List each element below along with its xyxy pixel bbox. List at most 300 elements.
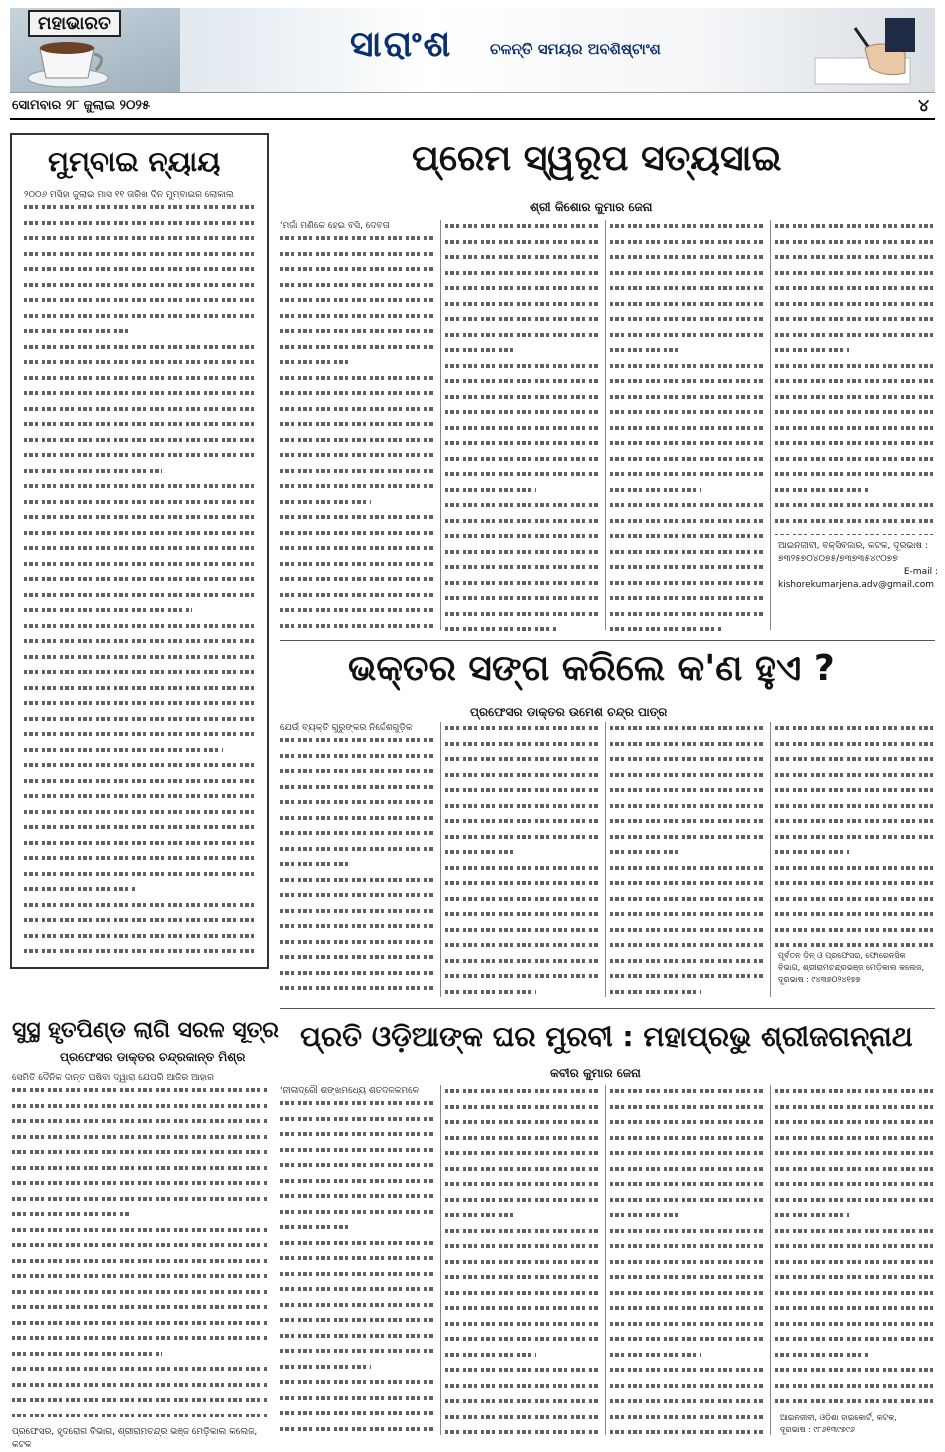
text-line: [280, 515, 435, 527]
text-line: [12, 1119, 267, 1131]
text-line: [775, 1105, 935, 1117]
text-line: [280, 1163, 435, 1175]
text-line: [280, 769, 435, 781]
text-line: [775, 742, 935, 754]
text-line: [12, 1181, 267, 1193]
text-line: [445, 881, 600, 893]
text-line: [610, 1167, 765, 1179]
text-line: [445, 302, 600, 314]
text-line: [445, 850, 516, 862]
text-line: [775, 410, 935, 422]
jagannath-signature: [780, 1412, 940, 1436]
sathya-column-2: [445, 220, 600, 632]
text-line: [610, 519, 765, 531]
text-line: [24, 453, 258, 465]
text-line: [775, 317, 935, 329]
jagannath-column-1: [280, 1085, 435, 1437]
text-line: [445, 804, 600, 816]
text-line: [24, 763, 258, 775]
text-line: [24, 903, 258, 915]
text-line: [445, 550, 600, 562]
bhakta-column-3: [610, 722, 765, 1000]
text-line: [610, 302, 765, 314]
text-line: [775, 726, 935, 738]
text-lines: [775, 1089, 935, 1403]
text-line: [12, 1212, 129, 1224]
text-line: [775, 912, 935, 924]
text-line: [610, 819, 765, 831]
text-line: [445, 441, 600, 453]
text-line: [280, 624, 435, 633]
text-line: [610, 866, 765, 878]
text-line: [24, 221, 258, 233]
sathya-column-1: [280, 220, 435, 632]
text-line: [445, 974, 600, 986]
text-line: [24, 717, 258, 729]
text-line: [445, 897, 600, 909]
text-line: [24, 500, 258, 512]
text-line: [280, 1148, 435, 1160]
text-line: [775, 1182, 935, 1194]
text-line: [610, 1213, 681, 1225]
dateline: [10, 96, 935, 120]
text-line: [445, 1182, 600, 1194]
text-line: [24, 655, 258, 667]
text-line: [280, 546, 435, 558]
text-line: [24, 562, 258, 574]
bhakta-signature-phone: ଦୂରଭାଷ : ୯୪୩୭୦୨୪୧୭୭: [778, 975, 861, 984]
text-lines: [280, 1101, 435, 1437]
text-line: [775, 1260, 935, 1272]
text-line: [775, 1198, 935, 1210]
text-line: [775, 866, 935, 878]
text-line: [775, 943, 935, 947]
text-line: [12, 1383, 267, 1395]
section-divider: [280, 1008, 935, 1009]
text-line: [445, 519, 600, 531]
text-line: [24, 918, 258, 930]
text-line: [280, 438, 435, 450]
heart-article-title: ସୁସ୍ଥ ହୃତପିଣ୍ଡ ଲାଗି ସରଳ ସୂତ୍ର: [12, 1018, 279, 1043]
text-line: [445, 457, 600, 469]
text-line: [445, 726, 600, 738]
text-line: [24, 686, 258, 698]
text-line: [775, 472, 935, 484]
text-line: [280, 971, 435, 983]
section-title: ସାରାଂଶ: [350, 24, 453, 65]
text-line: [12, 1274, 267, 1286]
text-line: [775, 897, 935, 909]
text-lines: [12, 1088, 267, 1417]
heart-article-body: [12, 1072, 267, 1417]
text-line: [610, 928, 765, 940]
text-line: [610, 1353, 701, 1365]
text-line: [24, 267, 258, 279]
text-line: [775, 534, 935, 535]
text-line: [280, 1411, 435, 1423]
text-line: [610, 1120, 765, 1132]
text-line: [24, 856, 258, 868]
text-line: [280, 955, 435, 967]
text-line: [280, 1396, 435, 1408]
text-line: [775, 426, 935, 438]
text-line: [775, 1136, 935, 1148]
text-line: [775, 302, 935, 314]
text-lines: [445, 224, 600, 632]
text-line: [280, 469, 435, 481]
text-line: [24, 949, 258, 959]
text-line: [12, 1290, 267, 1302]
text-line: [280, 360, 351, 372]
article-lead-line: ସେମିତି ଦୈନିକ ଦାନ୍ତ ଘଷିବା ଦ୍ୱାରା ଯେପରି ଆଜିର ଆହାର: [12, 1073, 214, 1083]
text-line: [280, 236, 435, 248]
text-line: [610, 1399, 765, 1411]
text-line: [610, 959, 765, 971]
text-line: [775, 1384, 935, 1396]
text-line: [775, 1120, 935, 1132]
text-line: [445, 1291, 600, 1303]
text-line: [445, 348, 516, 360]
text-line: [445, 534, 600, 546]
text-line: [280, 878, 435, 890]
text-line: [610, 1198, 765, 1210]
text-line: [24, 810, 258, 822]
text-line: [445, 959, 600, 971]
text-line: [24, 732, 258, 744]
text-line: [24, 701, 258, 713]
text-line: [775, 271, 935, 283]
text-line: [775, 1213, 849, 1225]
text-line: [775, 773, 935, 785]
issue-date: ସୋମବାର ୨୮ ଜୁଲାଇ ୨୦୨୫: [12, 98, 151, 113]
text-line: [775, 286, 935, 298]
text-line: [445, 1353, 536, 1365]
text-line: [12, 1150, 267, 1162]
text-line: [445, 1384, 600, 1396]
text-line: [610, 1105, 765, 1117]
text-line: [280, 754, 435, 766]
text-line: [610, 773, 765, 785]
sathya-signature-line: ଆଇନଜୀବୀ, ବକ୍ସିବଜାର, କଟକ, ଦୂରଭାଷ :: [778, 541, 928, 551]
text-line: [445, 1306, 600, 1318]
column-rule: [440, 220, 441, 630]
text-line: [610, 255, 765, 267]
text-line: [280, 1303, 435, 1315]
text-line: [445, 928, 600, 940]
text-line: [445, 1151, 600, 1163]
text-line: [610, 1229, 765, 1241]
text-line: [610, 441, 765, 453]
text-line: [610, 395, 765, 407]
bhakta-signature: [778, 950, 938, 986]
bhakta-column-2: [445, 722, 600, 1000]
bhakta-signature-line: ବିଭାଗ, ଶ୍ରୀରାମଚନ୍ଦ୍ରଭଞ୍ଜ ମେଡ଼ିକାଲ କଲେଜ,: [778, 963, 925, 972]
article-lead-line: ୨୦୦୬ ମସିହା ଜୁଲାଇ ମାସ ୧୧ ତାରିଖ ଦିନ ମୁମ୍ବାଇର ଲୋକାଲ: [24, 190, 234, 200]
text-line: [775, 488, 869, 500]
text-lines: [445, 1089, 600, 1437]
text-line: [24, 205, 258, 217]
text-line: [24, 484, 258, 496]
text-line: [280, 422, 435, 434]
text-line: [445, 1368, 600, 1380]
text-line: [24, 577, 258, 589]
sathya-column-4: [775, 220, 935, 535]
text-line: [24, 298, 258, 310]
jagannath-signature-line: ଆଇନଜୀବୀ, ଓଡ଼ିଶା ହାଇକୋର୍ଟ, କଟକ,: [780, 1413, 897, 1422]
text-line: [775, 224, 935, 236]
text-line: [445, 1260, 600, 1272]
text-line: [610, 974, 765, 986]
text-line: [610, 1306, 765, 1318]
text-line: [445, 596, 600, 608]
text-line: [775, 1322, 935, 1334]
text-line: [775, 788, 935, 800]
text-line: [445, 364, 600, 376]
text-line: [445, 1105, 600, 1117]
text-line: [12, 1135, 267, 1147]
text-line: [775, 819, 935, 831]
text-line: [24, 593, 258, 605]
text-line: [610, 990, 701, 1001]
text-line: [610, 333, 765, 345]
text-line: [280, 1210, 435, 1222]
text-line: [280, 1365, 371, 1377]
text-line: [280, 940, 435, 952]
text-line: [445, 1167, 600, 1179]
heart-article-byline: ପ୍ରଫେସର ଡାକ୍ତର ଚନ୍ଦ୍ରକାନ୍ତ ମିଶ୍ର: [60, 1050, 246, 1064]
text-line: [280, 1225, 351, 1237]
text-line: [775, 1167, 935, 1179]
text-line: [610, 757, 765, 769]
text-line: [24, 236, 258, 248]
text-line: [775, 379, 935, 391]
text-line: [775, 1353, 869, 1365]
text-line: [445, 819, 600, 831]
text-line: [280, 298, 435, 310]
text-line: [24, 841, 258, 853]
text-line: [445, 1089, 600, 1101]
text-line: [775, 1229, 935, 1241]
text-line: [610, 1182, 765, 1194]
text-lines: [610, 1089, 765, 1437]
text-line: [280, 391, 435, 403]
text-line: [280, 562, 435, 574]
text-line: [280, 1256, 435, 1268]
text-line: [12, 1367, 267, 1379]
text-line: [24, 407, 258, 419]
column-rule: [605, 1085, 606, 1435]
text-line: [445, 1415, 600, 1427]
text-line: [24, 872, 258, 884]
text-line: [610, 317, 765, 329]
text-line: [24, 794, 258, 806]
text-line: [775, 1368, 935, 1380]
text-line: [445, 503, 600, 515]
text-line: [280, 345, 435, 357]
sathya-email-label: E-mail :: [903, 567, 938, 577]
text-line: [445, 1337, 600, 1349]
text-line: [610, 742, 765, 754]
text-line: [610, 1415, 765, 1427]
text-line: [610, 788, 765, 800]
article-body: [24, 189, 258, 959]
text-line: [12, 1166, 267, 1178]
text-line: [775, 804, 935, 816]
text-line: [445, 788, 600, 800]
coffee-cup-icon: [28, 34, 114, 88]
article-title: ମୁମ୍ବାଇ ନ୍ୟାୟ: [48, 145, 221, 178]
text-line: [280, 407, 435, 419]
text-line: [280, 1318, 435, 1330]
text-line: [610, 457, 765, 469]
text-line: [445, 943, 600, 955]
sathya-signature-phone: ୭୩୨୫୭୦୪୦୭୫/୭୩୭୩୫୪୯୦୭୭: [778, 554, 898, 564]
text-line: [775, 1337, 935, 1349]
text-line: [610, 1089, 765, 1101]
text-line: [12, 1321, 267, 1333]
text-line: [610, 1322, 765, 1334]
sathya-column-3: [610, 220, 765, 632]
text-line: [610, 804, 765, 816]
text-line: [24, 608, 192, 620]
text-line: [280, 847, 435, 859]
text-line: [775, 457, 935, 469]
text-line: [445, 1213, 516, 1225]
text-line: [610, 1244, 765, 1256]
bhakta-column-1: [280, 722, 435, 1000]
text-line: [775, 1244, 935, 1256]
text-line: [610, 1384, 765, 1396]
text-line: [610, 1136, 765, 1148]
text-line: [280, 376, 435, 388]
mumbai-nyaya-article: [10, 133, 269, 969]
text-line: [24, 531, 258, 543]
text-line: [775, 1089, 935, 1101]
text-lines: [24, 205, 258, 959]
text-line: [280, 1287, 435, 1299]
column-rule: [605, 220, 606, 630]
text-line: [610, 850, 681, 862]
text-line: [775, 240, 935, 252]
text-line: [445, 395, 600, 407]
text-line: [610, 1260, 765, 1272]
text-line: [610, 1430, 765, 1437]
text-line: [280, 1117, 435, 1129]
text-lines: [280, 236, 435, 632]
text-line: [445, 1399, 600, 1411]
text-line: [610, 565, 765, 577]
text-line: [610, 410, 765, 422]
text-line: [280, 738, 435, 750]
text-line: [24, 376, 258, 388]
text-lines: [610, 224, 765, 632]
text-line: [610, 534, 765, 546]
jagannath-article-byline: କବୀର କୁମାର ଜେନା: [550, 1066, 641, 1080]
text-lines: [775, 224, 935, 535]
text-line: [445, 1275, 600, 1287]
text-line: [610, 426, 765, 438]
jagannath-signature-phone: ଦୂରଭାଷ : ୯୮୬୧୩୯୭୯୬: [780, 1425, 855, 1434]
text-line: [610, 627, 722, 632]
text-line: [24, 515, 258, 527]
bhakta-article-title: ଭକ୍ତର ସଙ୍ଗ କରିଲେ କ'ଣ ହୁଏ ?: [348, 648, 835, 689]
text-line: [445, 1229, 600, 1241]
text-line: [610, 503, 765, 515]
text-line: [445, 835, 600, 847]
text-line: [280, 816, 435, 828]
bhakta-column-4: [775, 722, 935, 947]
text-line: [280, 267, 435, 279]
jagannath-column-4: [775, 1085, 935, 1403]
text-line: [280, 1132, 435, 1144]
text-line: [610, 271, 765, 283]
text-line: [775, 835, 935, 847]
text-line: [610, 379, 765, 391]
text-line: [610, 1275, 765, 1287]
text-line: [610, 726, 765, 738]
text-line: [12, 1352, 162, 1364]
text-line: [445, 742, 600, 754]
text-line: [445, 379, 600, 391]
column-rule: [440, 1085, 441, 1435]
text-line: [445, 426, 600, 438]
page-number: ୪: [918, 96, 929, 116]
writing-hand-icon: [805, 18, 915, 88]
column-rule: [440, 722, 441, 997]
section-divider: [280, 640, 935, 641]
text-line: [280, 862, 351, 874]
text-line: [775, 1291, 935, 1303]
text-line: [445, 1322, 600, 1334]
text-line: [445, 866, 600, 878]
column-rule: [605, 722, 606, 997]
text-line: [445, 333, 600, 345]
bhakta-signature-line: ପୂର୍ବତନ ଡ଼ିନ୍ ଓ ପ୍ରଫେସର, ଫୋରେନସିକ: [778, 951, 906, 960]
text-line: [280, 1101, 435, 1113]
text-line: [280, 608, 435, 620]
text-line: [610, 912, 765, 924]
text-line: [24, 748, 223, 760]
text-line: [445, 410, 600, 422]
text-line: [12, 1228, 267, 1240]
text-line: [280, 577, 435, 589]
text-line: [24, 314, 258, 326]
text-line: [610, 1368, 765, 1380]
text-line: [775, 757, 935, 769]
text-line: [775, 503, 935, 515]
text-line: [280, 800, 435, 812]
text-line: [280, 484, 435, 496]
text-line: [24, 887, 136, 899]
text-line: [445, 612, 600, 624]
text-line: [280, 1380, 435, 1392]
text-line: [280, 531, 435, 543]
text-line: [445, 773, 600, 785]
text-line: [775, 333, 935, 345]
text-line: [610, 835, 765, 847]
text-line: [445, 1136, 600, 1148]
text-line: [775, 348, 849, 360]
text-line: [12, 1305, 267, 1317]
text-line: [445, 627, 557, 632]
text-line: [280, 831, 435, 843]
text-line: [280, 1334, 435, 1346]
text-line: [610, 1291, 765, 1303]
text-line: [775, 1151, 935, 1163]
column-rule: [770, 220, 771, 630]
text-line: [610, 348, 681, 360]
text-lines: [445, 726, 600, 1000]
